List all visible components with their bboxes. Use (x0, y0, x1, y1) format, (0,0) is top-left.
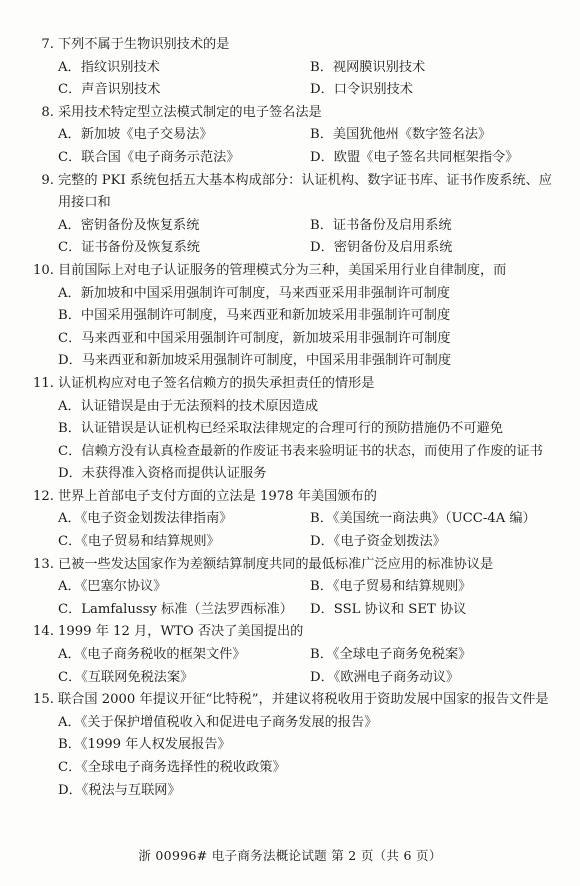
question-text: 采用技术特定型立法模式制定的电子签名法是 (58, 104, 322, 120)
option-row (58, 147, 562, 170)
answer-option: D．口令识别技术 (310, 82, 413, 98)
question-stem (26, 486, 562, 509)
answer-option: D．《欧洲电子商务动议》 (310, 669, 460, 685)
question-number: 7. (41, 37, 54, 52)
answer-option: D．密钥备份及启用系统 (310, 240, 453, 256)
answer-option: B．《美国统一商法典》（UCC-4A 编） (310, 511, 536, 527)
answer-option: A．指纹识别技术 (58, 59, 160, 75)
question-number: 9. (41, 172, 54, 188)
option-row (58, 644, 562, 667)
question-text: 认证机构应对电子签名信赖方的损失承担责任的情形是 (58, 375, 375, 391)
option-row (58, 508, 562, 531)
option-list (26, 283, 562, 373)
answer-option: A．《电子资金划拨法律指南》 (58, 511, 233, 527)
answer-option: C．《电子贸易和结算规则》 (58, 534, 220, 550)
question-number: 13. (33, 556, 54, 572)
question-text: 1999 年 12 月，WTO 否决了美国提出的 (58, 624, 304, 640)
question-text: 联合国 2000 年提议开征“比特税”，并建议将税收用于资助发展中国家的报告文件是 (58, 692, 549, 708)
question-stem (26, 621, 562, 644)
answer-option: D．马来西亚和新加坡采用强制许可制度，中国采用非强制许可制度 (58, 353, 452, 369)
answer-option: B．中国采用强制许可制度，马来西亚和新加坡采用非强制许可制度 (58, 308, 451, 324)
answer-option: A．密钥备份及恢复系统 (58, 217, 200, 233)
question-number: 15. (33, 692, 54, 708)
answer-option: B．认证错误是认证机构已经采取法律规定的合理可行的预防措施仍不可避免 (58, 421, 503, 437)
answer-option: A．《关于保护增值税收入和促进电子商务发展的报告》 (58, 714, 378, 730)
answer-option: B．美国犹他州《数字签名法》 (310, 127, 492, 143)
answer-option: A．新加坡《电子交易法》 (58, 127, 213, 143)
option-list (26, 57, 562, 102)
answer-option: D．《税法与互联网》 (58, 782, 181, 798)
answer-option: A．新加坡和中国采用强制许可制度，马来西亚采用非强制许可制度 (58, 285, 450, 301)
answer-option: C．信赖方没有认真检查最新的作废证书表来验明证书的状态，而使用了作废的证书 (58, 443, 543, 459)
answer-option: B．证书备份及启用系统 (310, 217, 452, 233)
answer-option: D．《电子资金划拨法》 (310, 534, 446, 550)
question-item (26, 373, 562, 486)
question-stem (26, 260, 562, 283)
question-item (26, 170, 562, 260)
option-list (26, 396, 562, 486)
option-row (58, 441, 562, 464)
option-row (58, 305, 562, 328)
question-item (26, 260, 562, 373)
option-row (58, 350, 562, 373)
option-row (58, 418, 562, 441)
answer-option: C．马来西亚和中国采用强制许可制度，新加坡采用非强制许可制度 (58, 330, 451, 346)
answer-option: B．《1999 年人权发展报告》 (58, 737, 231, 753)
question-item (26, 621, 562, 689)
option-row (58, 328, 562, 351)
question-stem (26, 34, 562, 57)
answer-option: C．联合国《电子商务示范法》 (58, 149, 240, 165)
question-text: 下列不属于生物识别技术的是 (58, 37, 230, 52)
question-stem (26, 689, 562, 712)
option-list (26, 644, 562, 689)
answer-option: C．Lamfalussy 标准（兰法罗西标准） (58, 601, 293, 617)
question-text: 完整的 PKI 系统包括五大基本构成部分：认证机构、数字证书库、证书作废系统、应用接口和 (58, 172, 552, 211)
answer-option: D．SSL 协议和 SET 协议 (310, 601, 467, 617)
answer-option: D．未获得准入资格而提供认证服务 (58, 466, 267, 482)
question-item (26, 34, 562, 102)
option-row (58, 237, 562, 260)
answer-option: B．视网膜识别技术 (310, 59, 426, 75)
option-row (58, 667, 562, 690)
question-text: 世界上首部电子支付方面的立法是 1978 年美国颁布的 (58, 488, 377, 504)
question-item (26, 486, 562, 554)
question-number: 10. (33, 262, 54, 278)
option-row (58, 283, 562, 306)
question-number: 11. (33, 375, 54, 391)
option-row (58, 396, 562, 419)
answer-option: B．《电子贸易和结算规则》 (310, 579, 472, 595)
answer-option: C．证书备份及恢复系统 (58, 240, 200, 256)
question-number: 12. (33, 488, 54, 504)
option-list (26, 508, 562, 553)
option-row (58, 124, 562, 147)
option-row (58, 576, 562, 599)
answer-option: B．《全球电子商务免税案》 (310, 647, 472, 663)
question-item (26, 554, 562, 622)
answer-option: A．《电子商务税收的框架文件》 (58, 647, 246, 663)
question-stem (26, 373, 562, 396)
option-list (26, 576, 562, 621)
answer-option: A．《巴塞尔协议》 (58, 579, 167, 595)
option-row (58, 712, 562, 735)
option-row (58, 463, 562, 486)
option-row (58, 57, 562, 80)
answer-option: A．认证错误是由于无法预料的技术原因造成 (58, 398, 319, 414)
question-text: 已被一些发达国家作为差额结算制度共同的最低标准广泛应用的标准协议是 (58, 556, 494, 572)
answer-option: D．欧盟《电子签名共同框架指令》 (310, 149, 519, 165)
question-item (26, 102, 562, 170)
option-row (58, 531, 562, 554)
option-row (58, 215, 562, 238)
option-row (58, 757, 562, 780)
option-list (26, 124, 562, 169)
answer-option: C．《互联网免税法案》 (58, 669, 194, 685)
question-stem (26, 102, 562, 125)
option-list (26, 215, 562, 260)
question-list (26, 34, 562, 802)
question-stem (26, 170, 562, 215)
question-stem (26, 554, 562, 577)
question-number: 14. (33, 624, 54, 640)
question-item (26, 689, 562, 802)
answer-option: C．声音识别技术 (58, 82, 161, 98)
question-number: 8. (41, 104, 54, 120)
option-row (58, 599, 562, 622)
option-row (58, 780, 562, 803)
option-row (58, 79, 562, 102)
question-text: 目前国际上对电子认证服务的管理模式分为三种，美国采用行业自律制度，而 (58, 262, 507, 278)
page-footer: 浙 00996# 电子商务法概论试题 第 2 页（共 6 页） (138, 848, 442, 863)
answer-option: C．《全球电子商务选择性的税收政策》 (58, 760, 286, 775)
option-list (26, 712, 562, 802)
option-row (58, 734, 562, 757)
